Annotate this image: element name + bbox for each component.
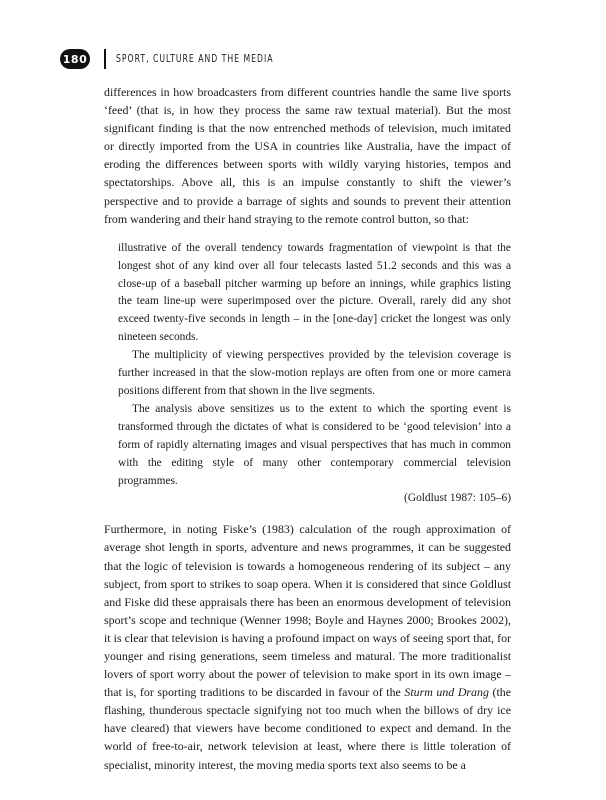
page-body [104,83,511,774]
block-quote [118,240,511,509]
page-number-badge: 180 [60,49,90,69]
quote-citation: (Goldlust 1987: 105–6) [404,492,511,505]
running-head: SPORT, CULTURE AND THE MEDIA [116,53,274,65]
page-header [60,46,308,72]
header-divider [104,49,106,69]
para2-text-before: Furthermore, in noting Fiske’s (1983) calculation of the rough approximation of average shot length in sports, adventure and news programmes, it can be suggested that the logic of television is towards a homogeneous rendering of its subject – any subject, from sport to strikes to soap opera. When it is considered that since Goldlust and Fiske did these appraisals there has been an enormous development of television sport’s scope and technique (Wenner 1998; Boyle and Haynes 2000; Brookes 2002), it is clear that television is having a profound impact on ways of seeing sport that, for younger and rising generations, seem timeless and matural. The more traditionalist lovers of sport worry about the power of television to make sport in its own image – that is, for sporting traditions to be discarded in favour of the [104,522,511,700]
body-paragraph-2 [104,520,511,773]
quote-paragraph-2: The multiplicity of viewing perspectives provided by the television coverage is further increased in that the slow-motion replays are often from one or more camera positions different from that shown in the live segments. [118,349,511,397]
para2-text-after: (the flashing, thunderous spectacle signifying not too much when the billows of dry ice have cleared) that viewers have become conditioned to expect and demand. In the world of free-to-air, network television at least, where there is little toleration of specialist, minority interest, the moving media sports text also seems to be a [104,685,511,772]
para2-italic-term: Sturm und Drang [404,685,489,700]
quote-paragraph-1: illustrative of the overall tendency towards fragmentation of viewpoint is that the longest shot of any kind over all four telecasts lasted 51.2 seconds and this was a close-up of a baseball pitcher warming up before an innings, while graphics listing the team line-up were superimposed over the picture. Overall, rarely did any shot exceed twenty-five seconds in length – in the [one-day] cricket the longest was only nineteen seconds. [118,241,511,344]
body-paragraph-1: differences in how broadcasters from different countries handle the same live sports ‘feed’ (that is, in how they process the same raw textual material). But the most significant finding is that the now entrenched methods of television, much imitated or directly imported from the USA in countries like Australia, have the impact of eroding the differences between sports with wildly varying histories, tempos and spectatorships. Above all, this is an impulse constantly to shift the viewer’s perspective and to provide a barrage of sights and sounds to prevent their attention from wandering and their hand straying to the remote control button, so that: [104,85,511,226]
quote-paragraph-3: The analysis above sensitizes us to the extent to which the sporting event is transformed through the dictates of what is considered to be ‘good television’ into a form of rapidly alternating images and visual perspectives that has much in common with the editing style of many other contemporary commercial television programmes. [118,402,511,487]
